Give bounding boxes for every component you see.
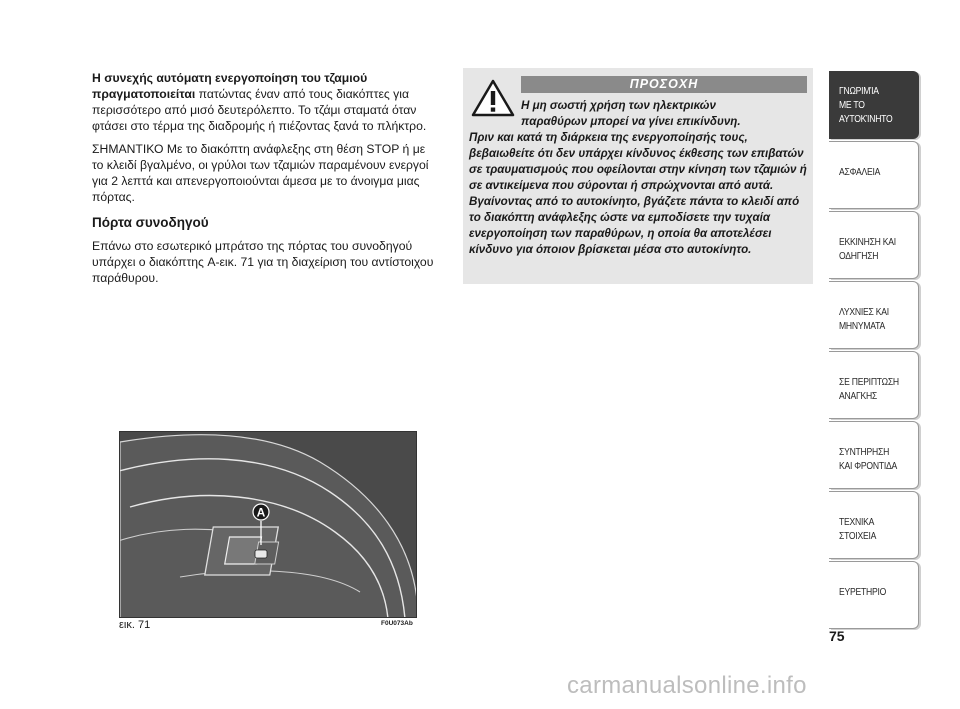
tab-label-line: ΑΝΑΓΚΗΣ bbox=[839, 390, 878, 402]
tab-label-line: ΣΕ ΠΕΡΙΠΤΩΣΗ bbox=[839, 376, 899, 388]
page-number: 75 bbox=[829, 628, 845, 644]
tab-label-line: ΣΥΝΤΗΡΗΣΗ bbox=[839, 446, 890, 458]
tab-label bbox=[839, 445, 897, 473]
tab-label bbox=[839, 84, 892, 126]
door-panel-illustration bbox=[120, 432, 417, 618]
tab-safety[interactable] bbox=[829, 141, 919, 209]
tab-maintenance[interactable] bbox=[829, 421, 919, 489]
section-heading-passenger-door: Πόρτα συνοδηγού bbox=[92, 215, 209, 230]
tab-label bbox=[839, 375, 899, 403]
warning-line-2: παραθύρων μπορεί να γίνει επικίνδυνη. bbox=[521, 115, 741, 128]
tab-label-line: ΜΗΝΥΜΑΤΑ bbox=[839, 320, 886, 332]
tab-label bbox=[839, 305, 889, 333]
tab-label bbox=[839, 515, 876, 543]
paragraph-passenger-door: Επάνω στο εσωτερικό μπράτσο της πόρτας του συνοδηγού υπάρχει ο διακόπτης A-εικ. 71 για τη διαχείριση του αντίστοιχου παράθυρου. bbox=[92, 239, 434, 285]
tab-label-line: ΣΤΟΙΧΕΙΑ bbox=[839, 530, 877, 542]
tab-index[interactable] bbox=[829, 561, 919, 629]
warning-line-1: Η μη σωστή χρήση των ηλεκτρικών bbox=[521, 99, 716, 112]
tab-label-line: ΜΕ ΤΟ bbox=[839, 99, 865, 111]
paragraph-bold-lead: Η συνεχής αυτόματη ενεργοποίηση του τζαμιού πραγματοποιείται bbox=[92, 71, 368, 101]
warning-body: Πριν και κατά τη διάρκεια της ενεργοποίησής τους, βεβαιωθείτε ότι δεν υπάρχει κίνδυνος έκθεσης των επιβατών σε τραυματισμούς που οφείλονται στην κίνηση των τζαμιών ή σε αντικείμενα που σύρονται ή σπρώχνονται από αυτά. Βγαίνοντας από το αυτοκίνητο, βγάζετε πάντα το κλειδί από το διακόπτη ανάφλεξης ώστε να εμποδίσετε την τυχαία ενεργοποίηση των παραθύρων, η οποία θα αποτελέσει κίνδυνο για όποιον βρίσκεται μέσα στο αυτοκίνητο. bbox=[469, 131, 807, 256]
warning-box bbox=[463, 68, 813, 284]
tab-getting-to-know-car[interactable] bbox=[829, 71, 919, 139]
watermark-text: carmanualsonline.info bbox=[567, 672, 807, 699]
tab-technical-data[interactable] bbox=[829, 491, 919, 559]
figure-71-door-switch bbox=[119, 431, 417, 618]
tab-label-line: ΓΝΩΡΙΜΊΑ bbox=[839, 85, 879, 97]
tab-warning-lights[interactable] bbox=[829, 281, 919, 349]
tab-label-line: ΛΥΧΝΙΕΣ ΚΑΙ bbox=[839, 306, 889, 318]
tab-label bbox=[839, 235, 896, 263]
tab-label-line: ΚΑΙ ΦΡΟΝΤΙΔΑ bbox=[839, 460, 898, 472]
main-text-column bbox=[92, 70, 437, 293]
tab-starting-driving[interactable] bbox=[829, 211, 919, 279]
figure-caption: εικ. 71 bbox=[119, 619, 151, 631]
figure-code: F0U073Ab bbox=[381, 620, 413, 627]
tab-label-line: ΑΥΤΟΚΊΝΗΤΟ bbox=[839, 113, 893, 125]
paragraph-rest: πατώντας έναν από τους διακόπτες για περισσότερο από μισό δευτερόλεπτο. Το τζάμι σταματά όταν φτάσει στο τέρμα της διαδρομής ή πιέζοντας ξανά το πλήκτρο. bbox=[92, 87, 427, 133]
paragraph-important: ΣΗΜΑΝΤΙΚΟ Με το διακόπτη ανάφλεξης στη θέση STOP ή με το κλειδί βγαλμένο, οι γρύλοι των τζαμιών παραμένουν ενεργοί για 2 λεπτά και απενεργοποιούνται άμεσα με το άνοιγμα μιας πόρτας. bbox=[92, 142, 429, 204]
tab-label-line: ΕΚΚΙΝΗΣΗ ΚΑΙ bbox=[839, 236, 896, 248]
tab-label: ΕΥΡΕΤΗΡΙΟ bbox=[839, 586, 887, 598]
chapter-tabs bbox=[829, 71, 919, 631]
tab-label-line: ΤΕΧΝΙΚΑ bbox=[839, 516, 875, 528]
tab-emergency[interactable] bbox=[829, 351, 919, 419]
callout-a-label: A bbox=[256, 505, 266, 520]
tab-label: ΑΣΦΑΛΕΙΑ bbox=[839, 166, 881, 178]
warning-text bbox=[469, 98, 809, 258]
paragraph-auto-activation bbox=[92, 70, 437, 134]
warning-title: ΠΡΟΣΟΧΗ bbox=[521, 76, 807, 93]
tab-label-line: ΟΔΗΓΗΣΗ bbox=[839, 250, 879, 262]
